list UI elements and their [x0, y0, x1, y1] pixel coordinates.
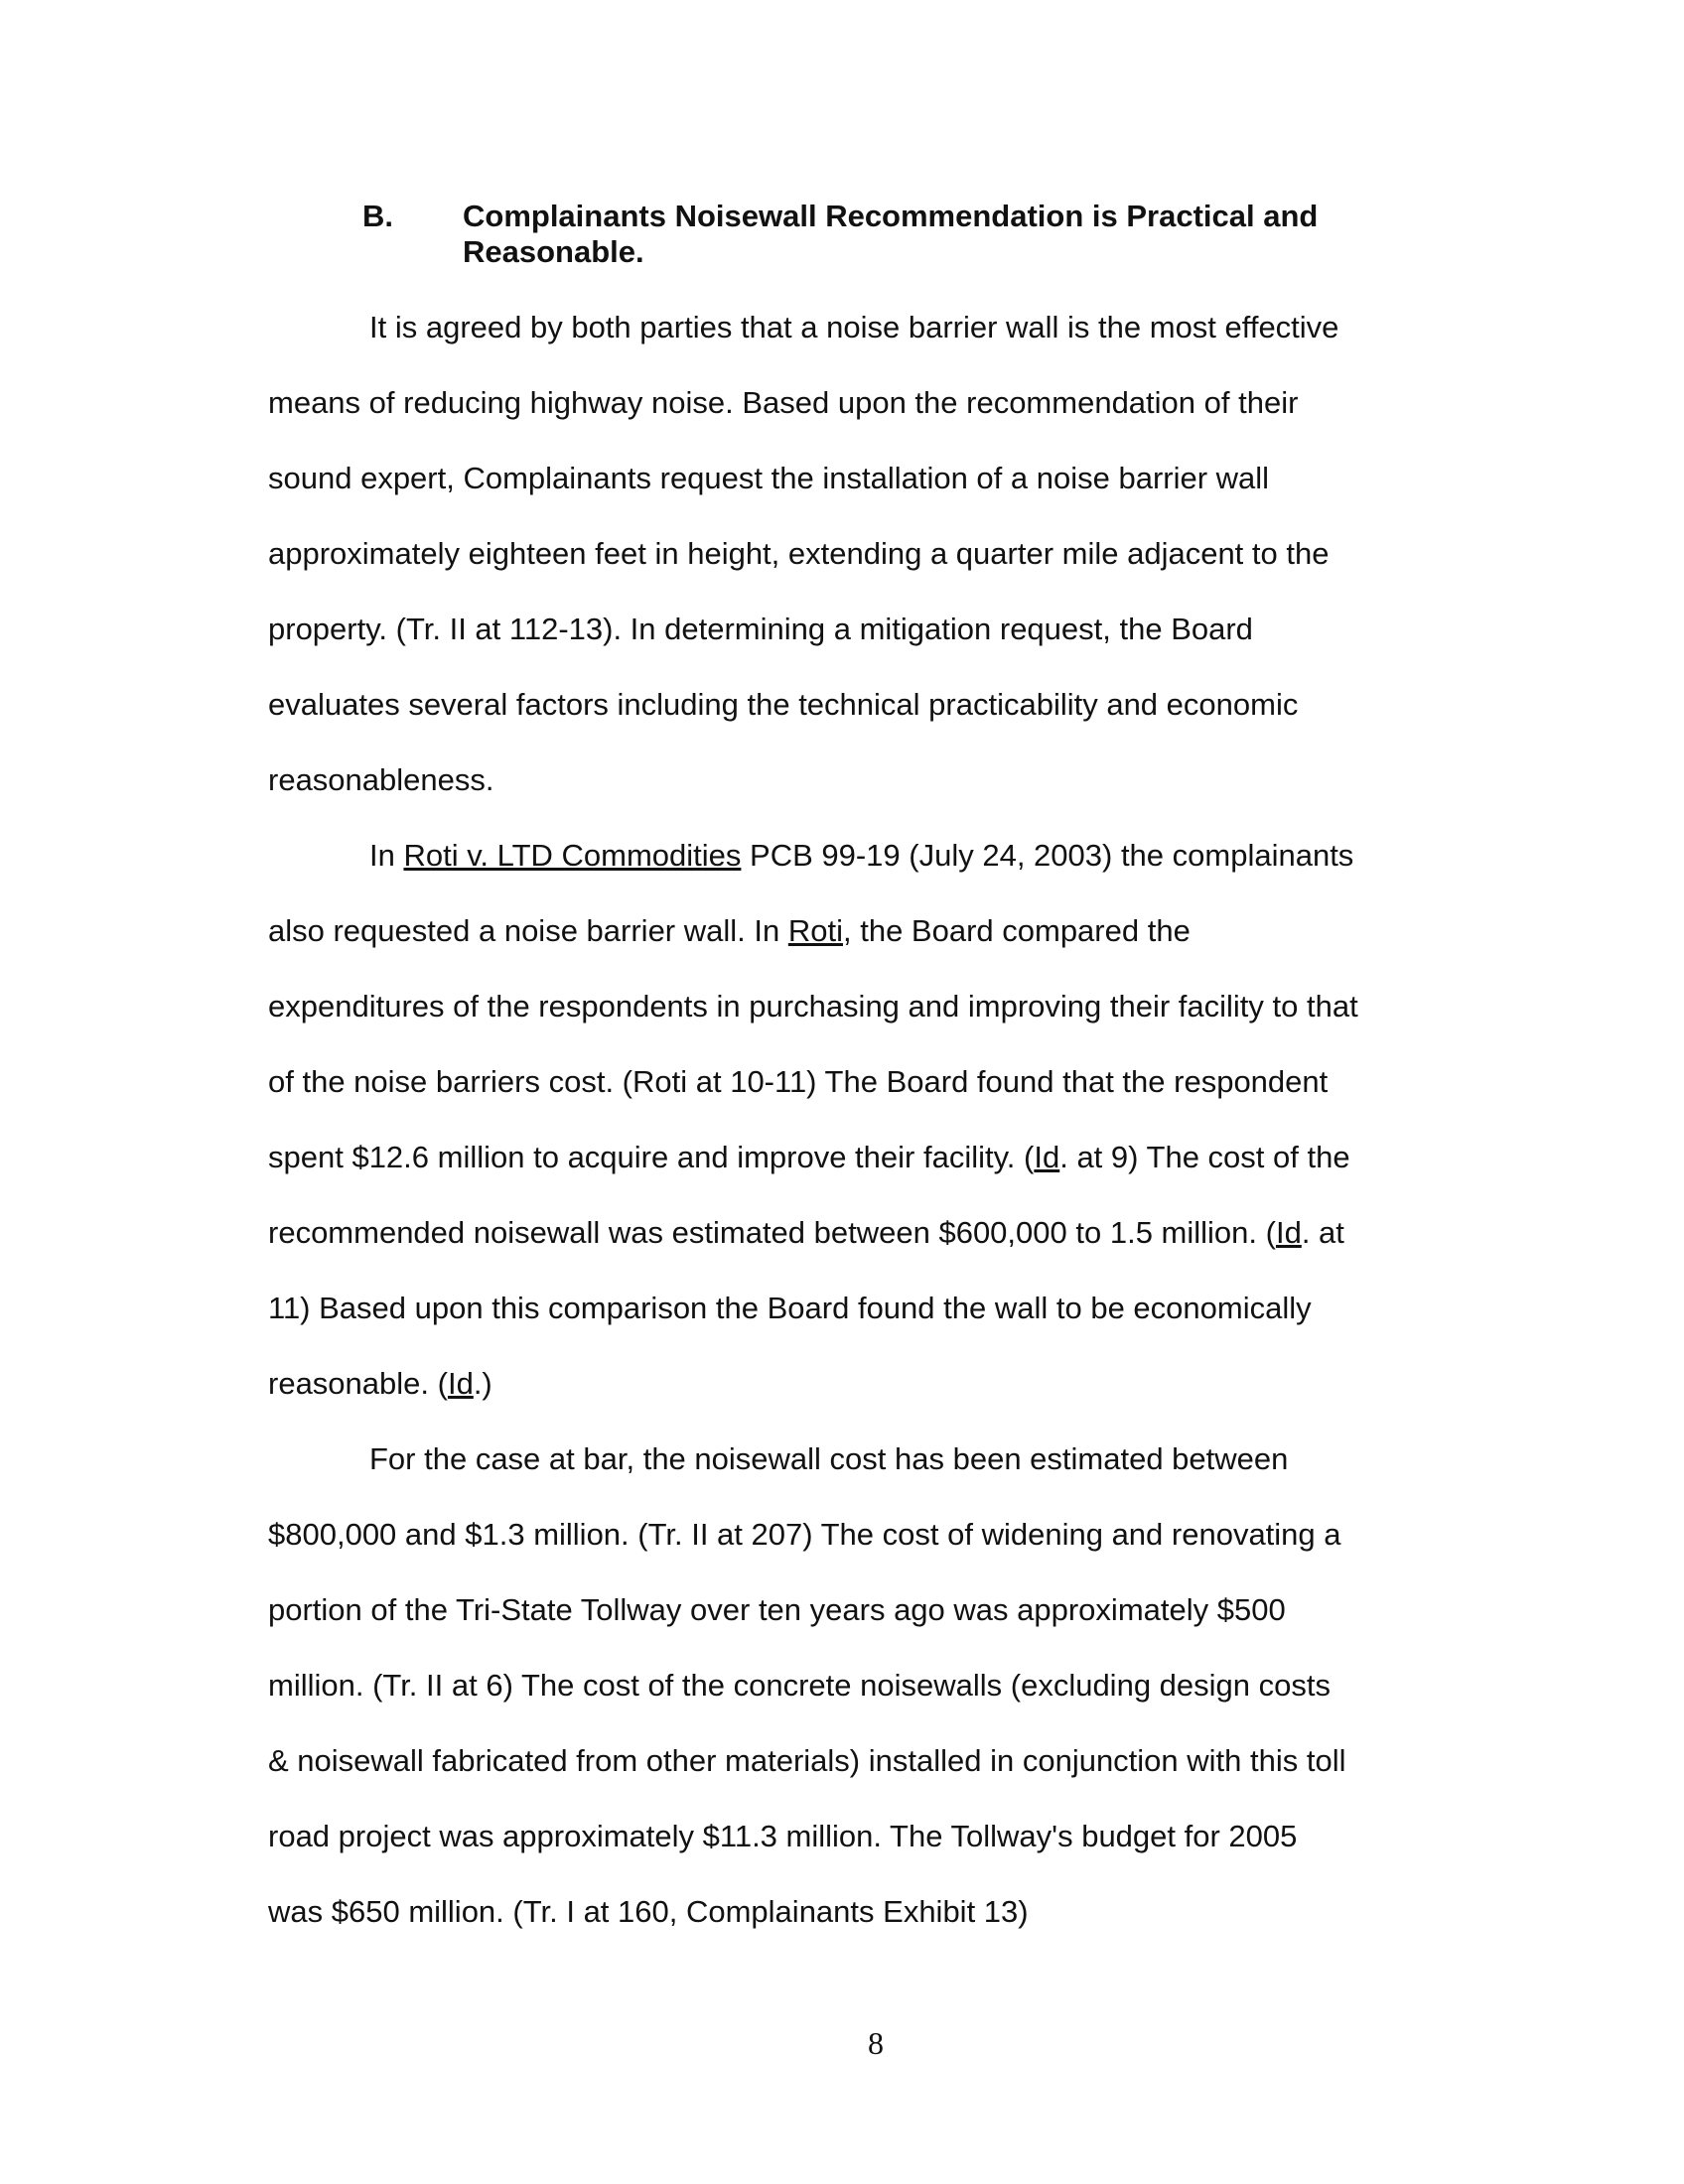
text-line: property. (Tr. II at 112-13). In determining a mitigation request, the Board	[268, 612, 1253, 646]
text-segment: . at 9) The cost of the	[1059, 1140, 1350, 1174]
text-line: & noisewall fabricated from other materials) installed in conjunction with this toll	[268, 1743, 1346, 1778]
text-line: $800,000 and $1.3 million. (Tr. II at 207) The cost of widening and renovating a	[268, 1517, 1341, 1552]
page-number: 8	[868, 2025, 884, 2061]
text-segment: .)	[473, 1366, 492, 1401]
text-line: means of reducing highway noise. Based upon the recommendation of their	[268, 385, 1299, 420]
text-line	[369, 838, 1353, 874]
text-line	[268, 1215, 1344, 1251]
section-title-line-2: Reasonable.	[463, 234, 644, 269]
text-line	[268, 1064, 1328, 1100]
text-line: million. (Tr. II at 6) The cost of the concrete noisewalls (excluding design costs	[268, 1668, 1331, 1703]
text-line: sound expert, Complainants request the installation of a noise barrier wall	[268, 461, 1270, 495]
case-citation: Roti	[787, 913, 843, 948]
text-line: evaluates several factors including the technical practicability and economic	[268, 687, 1299, 722]
section-letter: B.	[362, 199, 393, 233]
text-segment: spent $12.6 million to acquire and improve their facility. (	[268, 1140, 1035, 1174]
text-line: approximately eighteen feet in height, extending a quarter mile adjacent to the	[268, 536, 1330, 571]
id-citation: Id	[1275, 1215, 1302, 1250]
text-line: reasonableness.	[268, 762, 494, 797]
text-segment: . at	[1301, 1215, 1344, 1250]
text-line	[268, 1291, 1312, 1326]
text-segment: In	[369, 838, 404, 873]
text-segment: expenditures of the respondents in purchasing and improving their facility to that	[268, 989, 1358, 1024]
text-segment: PCB 99-19 (July 24, 2003) the complainants	[741, 838, 1354, 873]
text-segment: , the Board compared the	[842, 913, 1191, 948]
text-line	[268, 913, 1191, 949]
text-segment: recommended noisewall was estimated between $600,000 to 1.5 million. (	[268, 1215, 1276, 1250]
text-line: For the case at bar, the noisewall cost has been estimated between	[369, 1441, 1289, 1476]
text-line	[268, 1140, 1350, 1175]
text-line: road project was approximately $11.3 million. The Tollway's budget for 2005	[268, 1819, 1298, 1853]
text-segment: 11) Based upon this comparison the Board found the wall to be economically	[268, 1291, 1312, 1325]
section-title-line-1: Complainants Noisewall Recommendation is Practical and	[463, 199, 1319, 233]
case-citation: Roti v. LTD Commodities	[403, 838, 742, 873]
text-line: portion of the Tri-State Tollway over ten years ago was approximately $500	[268, 1592, 1286, 1627]
text-segment: of the noise barriers cost. (Roti at 10-11) The Board found that the respondent	[268, 1064, 1329, 1099]
text-segment: also requested a noise barrier wall. In	[268, 913, 788, 948]
text-line	[268, 1366, 492, 1402]
text-line	[268, 989, 1358, 1024]
text-line: was $650 million. (Tr. I at 160, Complainants Exhibit 13)	[268, 1894, 1029, 1929]
text-segment: reasonable. (	[268, 1366, 448, 1401]
text-line: It is agreed by both parties that a noise barrier wall is the most effective	[369, 310, 1339, 344]
id-citation: Id	[447, 1366, 474, 1401]
id-citation: Id	[1034, 1140, 1060, 1174]
